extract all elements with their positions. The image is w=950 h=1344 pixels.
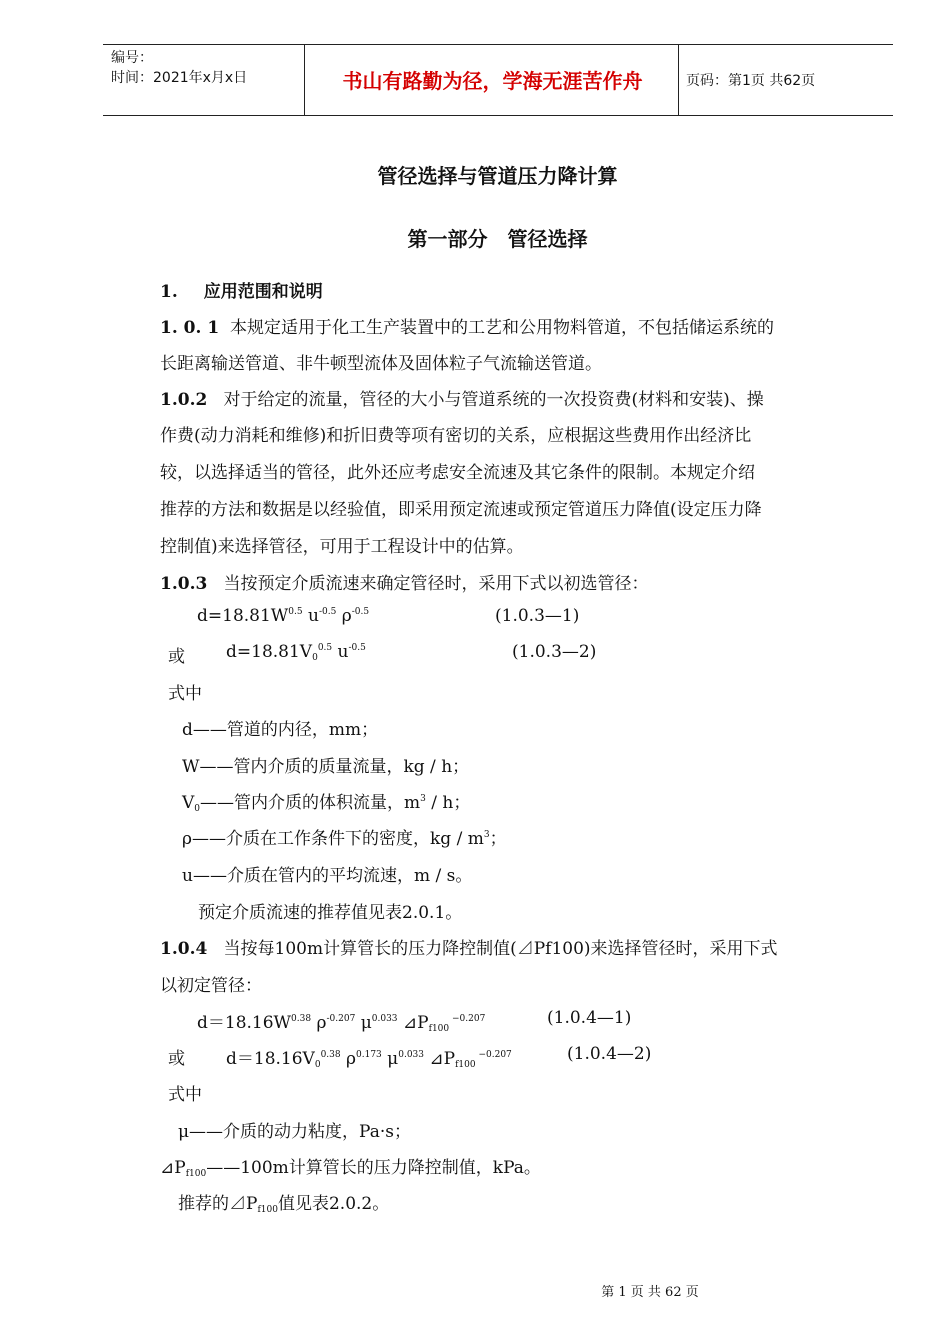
definition-u: u——介质在管内的平均流速，m / s。: [182, 866, 473, 886]
exponent: 0.5: [288, 607, 303, 617]
text: ；: [489, 829, 507, 849]
section-number: 1.: [160, 282, 178, 302]
number-label: 编号：: [111, 50, 153, 66]
formula-text: μ: [381, 1049, 399, 1069]
header-left: [111, 48, 247, 88]
formula-number: (1.0.3—2): [512, 642, 597, 662]
paragraph-line: 控制值)来选择管径，可用于工程设计中的估算。: [160, 537, 524, 557]
text: 本规定适用于化工生产装置中的工艺和公用物料管道，不包括储运系统的: [229, 318, 774, 338]
page-footer: 第 1 页 共 62 页: [601, 1285, 699, 1300]
formula-text: d=18.81W: [197, 606, 289, 626]
exponent: 0.033: [398, 1050, 424, 1060]
formula-text: ⊿P: [397, 1013, 429, 1033]
text: / h；: [425, 793, 471, 813]
exponent: 0.38: [291, 1014, 312, 1024]
exponent: -0.207: [326, 1014, 356, 1024]
paragraph-line: 长距离输送管道、非牛顿型流体及固体粒子气流输送管道。: [160, 354, 602, 374]
part-title: 第一部分 管径选择: [407, 227, 588, 251]
text: ——管内介质的体积流量，m: [200, 793, 421, 813]
text: ——100m计算管长的压力降控制值，kPa。: [206, 1158, 541, 1178]
exponent: 0.033: [371, 1014, 398, 1024]
definition-w: W——管内介质的质量流量，kg / h；: [182, 757, 470, 777]
section-heading: [160, 277, 323, 302]
text: 对于给定的流量，管径的大小与管道系统的一次投资费(材料和安装)、操: [223, 390, 764, 410]
exponent: -0.5: [318, 607, 337, 617]
paragraph-line: 推荐的方法和数据是以经验值，即采用预定流速或预定管道压力降值(设定压力降: [160, 500, 762, 520]
exponent: 0.173: [356, 1050, 382, 1060]
formula-text: ⊿P: [424, 1049, 456, 1069]
formula-text: d=18.81V: [226, 642, 313, 662]
exponent: 3: [483, 830, 490, 840]
formula-text: u: [302, 606, 319, 626]
document-title: 管径选择与管道压力降计算: [377, 164, 618, 188]
formula-number: (1.0.4—2): [567, 1044, 652, 1064]
text: 推荐的⊿P: [178, 1194, 258, 1214]
exponent: −0.207: [475, 1050, 512, 1060]
where-label: 式中: [168, 684, 202, 704]
formula-text: μ: [355, 1013, 372, 1033]
formula-text: ρ: [311, 1013, 327, 1033]
header-motto: 书山有路勤为径，学海无涯苦作舟: [342, 69, 643, 93]
formula-text: d＝18.16W: [197, 1013, 292, 1033]
paragraph-line: 较，以选择适当的管径，此外还应考虑安全流速及其它条件的限制。本规定介绍: [160, 463, 755, 483]
formula-text: ρ: [340, 1049, 357, 1069]
paragraph-line: 以初定管径：: [160, 976, 262, 996]
subscript: f100: [185, 1169, 207, 1179]
text: ρ——介质在工作条件下的密度，kg / m: [182, 829, 484, 849]
subscript: 0: [314, 1060, 321, 1070]
clause-number: 1. 0. 1: [160, 318, 220, 338]
formula-1-0-4-1: [197, 1008, 485, 1034]
page-header: [103, 44, 893, 116]
header-divider: [678, 45, 679, 115]
header-page-info: 页码：第1页 共62页: [686, 73, 816, 89]
definition-rho: [182, 824, 507, 849]
text: 当按每100m计算管长的压力降控制值(⊿Pf100)来选择管径时，采用下式: [223, 939, 778, 959]
or-label: 或: [168, 1049, 185, 1069]
paragraph-line: [160, 313, 774, 338]
text: V: [182, 793, 195, 813]
exponent: 0.38: [320, 1050, 341, 1060]
exponent: -0.5: [348, 643, 366, 653]
formula-1-0-3-1: [197, 606, 369, 626]
paragraph-line: [160, 569, 649, 594]
section-title: 应用范围和说明: [203, 282, 323, 302]
text: 值见表2.0.2。: [277, 1194, 390, 1214]
definition-dp: [160, 1153, 541, 1179]
formula-text: d＝18.16V: [226, 1049, 315, 1069]
subscript: f100: [257, 1205, 278, 1215]
paragraph-line: 作费(动力消耗和维修)和折旧费等项有密切的关系，应根据这些费用作出经济比: [160, 426, 752, 446]
formula-number: (1.0.3—1): [495, 606, 580, 626]
formula-1-0-3-2: [226, 642, 366, 663]
subscript: 0: [194, 804, 201, 814]
reference-line: [178, 1189, 389, 1215]
clause-number: 1.0.2: [160, 390, 208, 410]
text: ⊿P: [160, 1158, 186, 1178]
exponent: 3: [420, 794, 426, 804]
time-label: 时间：2021年x月x日: [111, 70, 248, 86]
or-label: 或: [168, 647, 185, 667]
definition-mu: μ——介质的动力粘度，Pa·s；: [178, 1122, 411, 1142]
definition-d: d——管道的内径，mm；: [182, 720, 379, 740]
subscript: 0: [312, 653, 318, 663]
clause-number: 1.0.4: [160, 939, 208, 959]
where-label: 式中: [168, 1085, 202, 1105]
formula-1-0-4-2: [226, 1044, 512, 1070]
exponent: -0.5: [351, 607, 370, 617]
exponent: −0.207: [449, 1014, 486, 1024]
reference-line: 预定介质流速的推荐值见表2.0.1。: [198, 903, 463, 923]
definition-v0: [182, 788, 470, 814]
formula-text: u: [332, 642, 349, 662]
exponent: 0.5: [317, 643, 333, 653]
clause-number: 1.0.3: [160, 574, 208, 594]
paragraph-line: [160, 385, 764, 410]
formula-number: (1.0.4—1): [547, 1008, 632, 1028]
header-divider: [304, 45, 305, 115]
subscript: f100: [455, 1060, 476, 1070]
paragraph-line: [160, 934, 778, 959]
text: 当按预定介质流速来确定管径时，采用下式以初选管径：: [223, 574, 649, 594]
subscript: f100: [428, 1024, 450, 1034]
formula-text: ρ: [336, 606, 352, 626]
